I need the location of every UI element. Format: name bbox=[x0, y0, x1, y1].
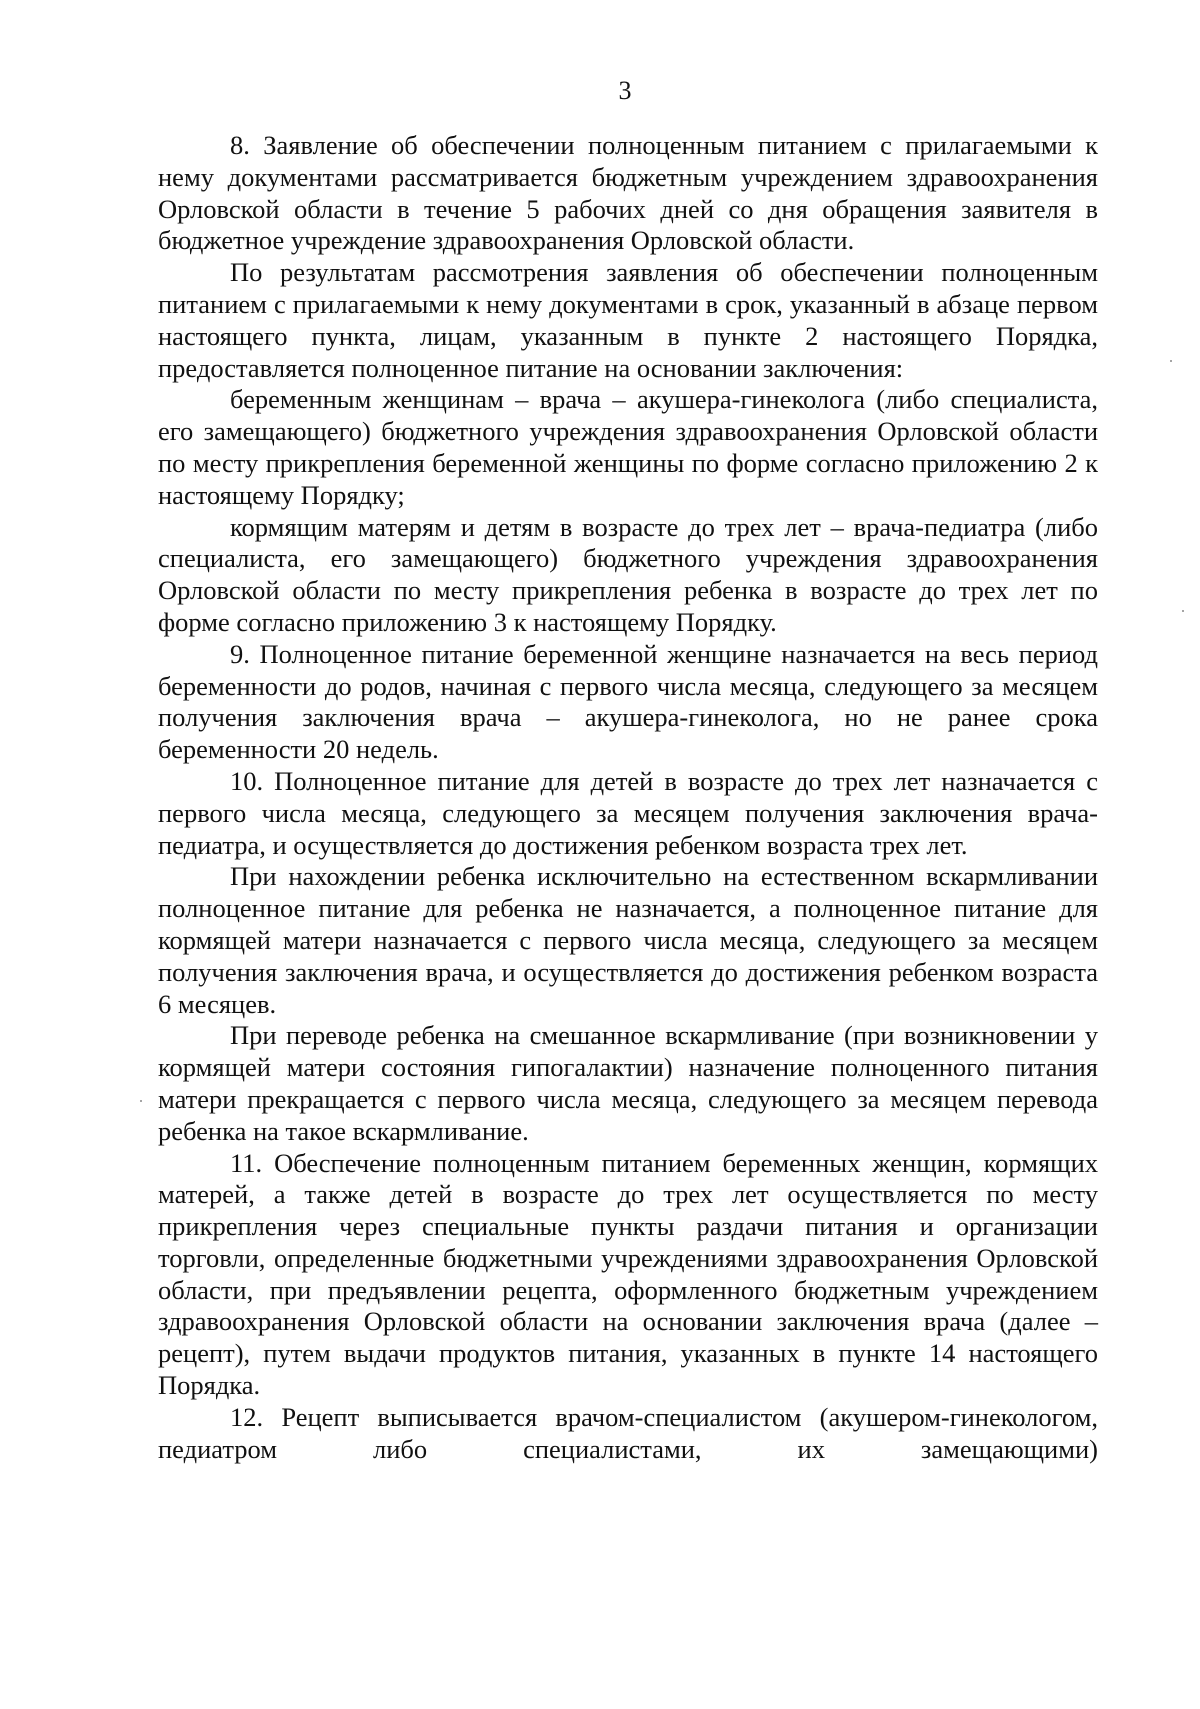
paragraph-9-pregnancy-nutrition: 9. Полноценное питание беременной женщине назначается на весь период беременности до родов, начиная с первого числа месяца, следующего за месяцем получения заключения врача – акушера-гинеколога, но не ранее срока беременности 20 недель. bbox=[158, 638, 1098, 765]
paragraph-12-prescription: 12. Рецепт выписывается врачом-специалистом (акушером-гинекологом, педиатром либо специалистами, их замещающими) bbox=[158, 1401, 1098, 1464]
paragraph-breastfeeding: При нахождении ребенка исключительно на естественном вскармливании полноценное питание для ребенка не назначается, а полноценное питание для кормящей матери назначается с первого числа месяца, следующего за месяцем получения заключения врача, и осуществляется до достижения ребенком возраста 6 месяцев. bbox=[158, 861, 1098, 1019]
paragraph-nursing-mothers-children: кормящим матерям и детям в возрасте до трех лет – врача-педиатра (либо специалиста, его замещающего) бюджетного учреждения здравоохранения Орловской области по месту прикрепления ребенка в возрасте до трех лет по форме согласно приложению 3 к настоящему Порядку. bbox=[158, 511, 1098, 637]
scan-speck bbox=[1170, 360, 1172, 362]
scan-speck bbox=[140, 1100, 142, 1102]
page-number: 3 bbox=[618, 76, 632, 105]
paragraph-review-results: По результатам рассмотрения заявления об обеспечении полноценным питанием с прилагаемыми к нему документами в срок, указанный в абзаце первом настоящего пункта, лицам, указанным в пункте 2 настоящего Порядка, предоставляется полноценное питание на основании заключения: bbox=[158, 257, 1098, 383]
paragraph-11-provision: 11. Обеспечение полноценным питанием беременных женщин, кормящих матерей, а также детей в возрасте до трех лет осуществляется по месту прикрепления через специальные пункты раздачи питания и организации торговли, определенные бюджетными учреждениями здравоохранения Орловской области, при предъявлении рецепта, оформленного бюджетным учреждением здравоохранения Орловской области на основании заключения врача (далее – рецепт), путем выдачи продуктов питания, указанных в пункте 14 настоящего Порядка. bbox=[158, 1147, 1098, 1401]
scan-speck bbox=[1182, 610, 1184, 612]
document-body bbox=[158, 130, 1098, 1465]
paragraph-pregnant-women: беременным женщинам – врача – акушера-гинеколога (либо специалиста, его замещающего) бюджетного учреждения здравоохранения Орловской области по месту прикрепления беременной женщины по форме согласно приложению 2 к настоящему Порядку; bbox=[158, 384, 1098, 510]
paragraph-8-application-review: 8. Заявление об обеспечении полноценным питанием с прилагаемыми к нему документами рассматривается бюджетным учреждением здравоохранения Орловской области в течение 5 рабочих дней со дня обращения заявителя в бюджетное учреждение здравоохранения Орловской области. bbox=[158, 130, 1098, 256]
paragraph-10-child-nutrition: 10. Полноценное питание для детей в возрасте до трех лет назначается с первого числа месяца, следующего за месяцем получения заключения врача-педиатра, и осуществляется до достижения ребенком возраста трех лет. bbox=[158, 765, 1098, 860]
paragraph-mixed-feeding: При переводе ребенка на смешанное вскармливание (при возникновении у кормящей матери состояния гипогалактии) назначение полноценного питания матери прекращается с первого числа месяца, следующего за месяцем перевода ребенка на такое вскармливание. bbox=[158, 1020, 1098, 1146]
